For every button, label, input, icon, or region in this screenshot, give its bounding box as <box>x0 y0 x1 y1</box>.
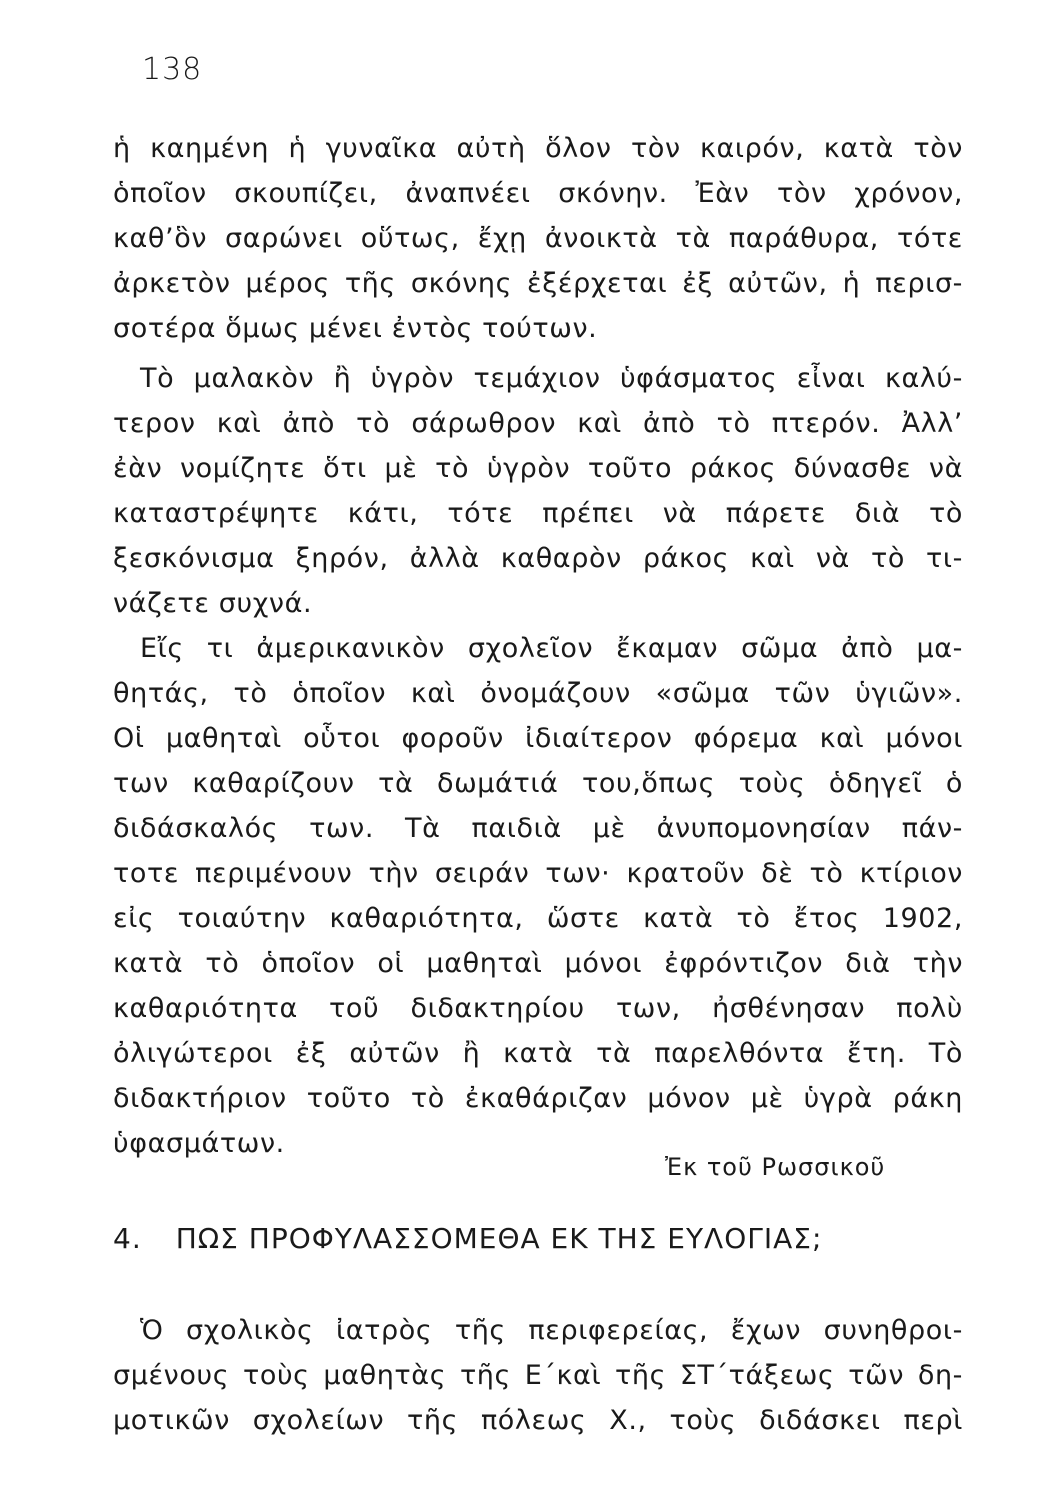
text-line: σοτέρα ὅμως μένει ἐντὸς τούτων. <box>113 313 598 344</box>
text-line: σμένους τοὺς μαθητὰς τῆς Ε΄καὶ τῆς ΣΤ΄τάξεως τῶν δη- <box>113 1360 963 1391</box>
text-line: διδάσκαλός των. Τὰ παιδιὰ μὲ ἀνυπομονησίαν πάν- <box>113 813 963 844</box>
text-line: καταστρέψητε κάτι, τότε πρέπει νὰ πάρετε διὰ τὸ <box>113 498 963 529</box>
text-line: διδακτήριον τοῦτο τὸ ἐκαθάριζαν μόνον μὲ ὑγρὰ ράκη <box>113 1083 963 1114</box>
text-line: ὑφασμάτων. <box>113 1128 285 1159</box>
text-line: ἡ καημένη ἡ γυναῖκα αὐτὴ ὅλον τὸν καιρόν, κατὰ τὸν <box>113 133 963 164</box>
text-line: των καθαρίζουν τὰ δωμάτιά του,ὅπως τοὺς ὁδηγεῖ ὁ <box>113 768 963 799</box>
text-line: νάζετε συχνά. <box>113 588 313 619</box>
text-line: ἐὰν νομίζητε ὅτι μὲ τὸ ὑγρὸν τοῦτο ράκος δύνασθε νὰ <box>113 453 963 484</box>
paragraph-2 <box>113 356 963 626</box>
page-number: 138 <box>142 52 203 87</box>
text-line: τερον καὶ ἀπὸ τὸ σάρωθρον καὶ ἀπὸ τὸ πτερόν. Ἀλλ’ <box>113 408 963 439</box>
text-line: ξεσκόνισμα ξηρόν, ἀλλὰ καθαρὸν ράκος καὶ νὰ τὸ τι- <box>113 543 963 574</box>
text-line: καθαριότητα τοῦ διδακτηρίου των, ἠσθένησαν πολὺ <box>113 993 963 1024</box>
text-line: Ὁ σχολικὸς ἰατρὸς τῆς περιφερείας, ἔχων συνηθροι- <box>140 1315 963 1346</box>
source-attribution: Ἐκ τοῦ Ρωσσικοῦ <box>665 1153 886 1181</box>
paragraph-1 <box>113 126 963 351</box>
text-line: μοτικῶν σχολείων τῆς πόλεως Χ., τοὺς διδάσκει περὶ <box>113 1405 963 1436</box>
text-line: τοτε περιμένουν τὴν σειράν των· κρατοῦν δὲ τὸ κτίριον <box>113 858 963 889</box>
text-line: καθ’ὃν σαρώνει οὕτως, ἔχῃ ἀνοικτὰ τὰ παράθυρα, τότε <box>113 223 963 254</box>
text-line: Τὸ μαλακὸν ἢ ὑγρὸν τεμάχιον ὑφάσματος εἶναι καλύ- <box>140 363 963 394</box>
paragraph-4 <box>113 1308 963 1443</box>
section-number: 4. <box>113 1222 142 1255</box>
text-line: Οἱ μαθηταὶ οὗτοι φοροῦν ἰδιαίτερον φόρεμα καὶ μόνοι <box>113 723 963 754</box>
text-line: ὁποῖον σκουπίζει, ἀναπνέει σκόνην. Ἐὰν τὸν χρόνον, <box>113 178 963 209</box>
section-title: ΠΩΣ ΠΡΟΦΥΛΑΣΣΟΜΕΘΑ ΕΚ ΤΗΣ ΕΥΛΟΓΙΑΣ; <box>175 1222 823 1255</box>
text-line: Εἴς τι ἀμερικανικὸν σχολεῖον ἔκαμαν σῶμα ἀπὸ μα- <box>140 633 963 664</box>
text-line: εἰς τοιαύτην καθαριότητα, ὥστε κατὰ τὸ ἔτος 1902, <box>113 903 963 934</box>
text-line: ἀρκετὸν μέρος τῆς σκόνης ἐξέρχεται ἐξ αὐτῶν, ἡ περισ- <box>113 268 963 299</box>
paragraph-3 <box>113 626 963 1166</box>
section-heading <box>113 1222 963 1255</box>
text-line: ὀλιγώτεροι ἐξ αὐτῶν ἢ κατὰ τὰ παρελθόντα ἔτη. Τὸ <box>113 1038 963 1069</box>
text-line: θητάς, τὸ ὁποῖον καὶ ὀνομάζουν «σῶμα τῶν ὑγιῶν». <box>113 678 963 709</box>
text-line: κατὰ τὸ ὁποῖον οἱ μαθηταὶ μόνοι ἐφρόντιζον διὰ τὴν <box>113 948 963 979</box>
